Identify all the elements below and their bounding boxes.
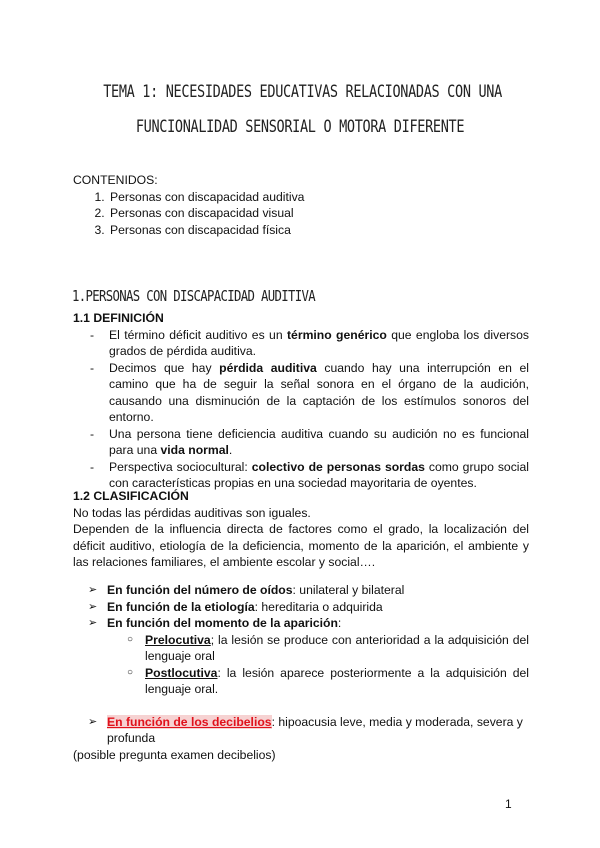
onset-sublist [73,632,529,698]
arrow-bullet-icon: ➢ [88,617,98,629]
document-title [103,74,502,144]
contents-item: 3. Personas con discapacidad física [108,222,529,239]
classification-item: ➢ En función del número de oídos: unilateral y bilateral [88,583,405,597]
classification-item: ➢ En función del momento de la aparición: [88,616,342,630]
classification-intro: No todas las pérdidas auditivas son iguales. [73,505,311,520]
classification-item: ➢ En función de la etiología: hereditaria o adquirida [88,599,383,614]
definition-list [73,327,529,492]
contents-block [73,172,529,238]
exam-note: (posible pregunta examen decibelios) [73,747,276,762]
definition-heading: 1.1 DEFINICIÓN [73,311,164,325]
onset-item: ○ Postlocutiva: la lesión aparece posteriormente a la adquisición del lenguaje oral. [73,665,529,698]
onset-item: ○ Prelocutiva; la lesión se produce con anterioridad a la adquisición del lenguaje oral [73,632,529,665]
definition-item: - El término déficit auditivo es un término genérico que engloba los diversos grados de pérdida auditiva. [73,327,529,360]
definition-item: - Una persona tiene deficiencia auditiva cuando su audición no es funcional para una vida normal. [73,426,529,459]
highlighted-text: En función de los decibelios [107,714,272,729]
contents-item: 1. Personas con discapacidad auditiva [108,189,529,206]
section-1-heading: 1.PERSONAS CON DISCAPACIDAD AUDITIVA [72,287,315,305]
title-line-2: FUNCIONALIDAD SENSORIAL O MOTORA DIFERENTE [135,117,465,136]
definition-item: - Perspectiva sociocultural: colectivo de personas sordas como grupo social con características propias en una sociedad mayoritaria de oyentes. [73,459,529,492]
classification-section [73,488,529,571]
title-line-1: TEMA 1: NECESIDADES EDUCATIVAS RELACIONADAS CON UNA [103,82,502,101]
arrow-bullet-icon: ➢ [88,600,98,613]
page-number: 1 [505,797,512,811]
definition-section [73,310,529,492]
contents-heading: CONTENIDOS: [73,173,158,187]
classification-paragraph: Dependen de la influencia directa de factores como el grado, la localización del déficit auditivo, etiología de la deficiencia, momento de la aparición, el ambiente y las relaciones familiares, el ambiente escolar y social…. [73,522,529,569]
contents-item: 2. Personas con discapacidad visual [108,205,529,222]
arrow-bullet-icon: ➢ [88,715,98,728]
classification-item: ➢ En función de los decibelios: hipoacusia leve, media y moderada, severa y profunda [88,714,523,745]
arrow-bullet-icon: ➢ [88,584,98,596]
classification-list [73,582,529,763]
definition-item: - Decimos que hay pérdida auditiva cuando hay una interrupción en el camino que ha de seguir la señal sonora en el órgano de la audición, causando una disminución de la captación de los estímulos sonoros del entorno. [73,360,529,426]
contents-list [73,189,529,239]
classification-heading: 1.2 CLASIFICACIÓN [73,489,189,503]
